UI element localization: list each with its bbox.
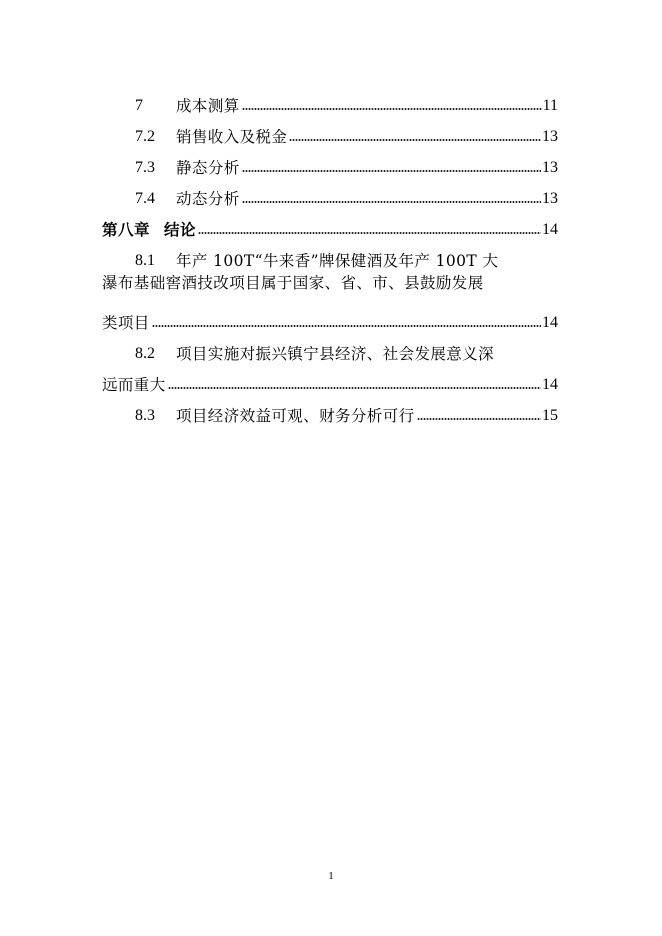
toc-entry-title-line-1: 年产 100T“牛来香”牌保健酒及年产 100T 大 <box>176 251 499 270</box>
toc-entry-title-line-2: 远而重大 <box>102 375 166 394</box>
toc-entry-number: 7.4 <box>135 190 155 207</box>
toc-entry-title: 成本测算 <box>176 96 240 115</box>
toc-entry-title-line-3: 类项目 <box>102 313 150 332</box>
dot-leader <box>242 108 542 110</box>
dot-leader <box>289 139 541 141</box>
toc-entry-title: 动态分析 <box>176 189 240 208</box>
toc-entry-7-4[interactable] <box>102 176 558 207</box>
toc-entry-number: 8.2 <box>135 345 155 362</box>
toc-chapter-number: 第八章 <box>102 220 151 239</box>
toc-chapter-title: 结论 <box>164 220 197 239</box>
toc-entry-number: 8.3 <box>135 407 155 424</box>
toc-entry-page: 13 <box>542 128 558 145</box>
toc-entry-title: 静态分析 <box>176 158 240 177</box>
toc-entry-number: 8.1 <box>135 252 155 269</box>
toc-entry-page: 14 <box>542 376 558 393</box>
toc-entry-page: 11 <box>542 97 558 114</box>
dot-leader <box>242 170 541 172</box>
toc-entry-title: 销售收入及税金 <box>176 127 288 146</box>
toc-entry-8-1-continuation[interactable]: 瀑布基础窖酒技改项目属于国家、省、市、县鼓励发展 <box>102 274 484 292</box>
toc-entry-8-1[interactable] <box>102 238 558 269</box>
toc-entry-7[interactable] <box>102 83 558 114</box>
toc-entry-8-2[interactable] <box>102 331 558 362</box>
toc-entry-number: 7 <box>135 97 143 114</box>
dot-leader <box>168 387 541 389</box>
page-number: 1 <box>328 870 334 882</box>
toc-entry-page: 15 <box>542 407 558 424</box>
dot-leader <box>242 201 541 203</box>
toc-entry-8-2-last-line[interactable] <box>102 362 558 393</box>
toc-entry-page: 14 <box>542 221 558 238</box>
toc-entry-chapter-8[interactable] <box>102 207 558 238</box>
dot-leader <box>152 325 541 327</box>
toc-entry-page: 13 <box>542 159 558 176</box>
toc-entry-title-line-1: 项目实施对振兴镇宁县经济、社会发展意义深 <box>176 344 495 363</box>
toc-entry-title: 项目经济效益可观、财务分析可行 <box>176 406 415 425</box>
dot-leader <box>198 232 541 234</box>
toc-entry-8-1-last-line[interactable] <box>102 300 558 331</box>
toc-entry-7-2[interactable] <box>102 114 558 145</box>
toc-entry-page: 14 <box>542 314 558 331</box>
toc-entry-page: 13 <box>542 190 558 207</box>
toc-entry-number: 7.2 <box>135 128 155 145</box>
toc-entry-number: 7.3 <box>135 159 155 176</box>
dot-leader <box>417 418 541 420</box>
toc-entry-8-3[interactable] <box>102 393 558 424</box>
toc-entry-7-3[interactable] <box>102 145 558 176</box>
